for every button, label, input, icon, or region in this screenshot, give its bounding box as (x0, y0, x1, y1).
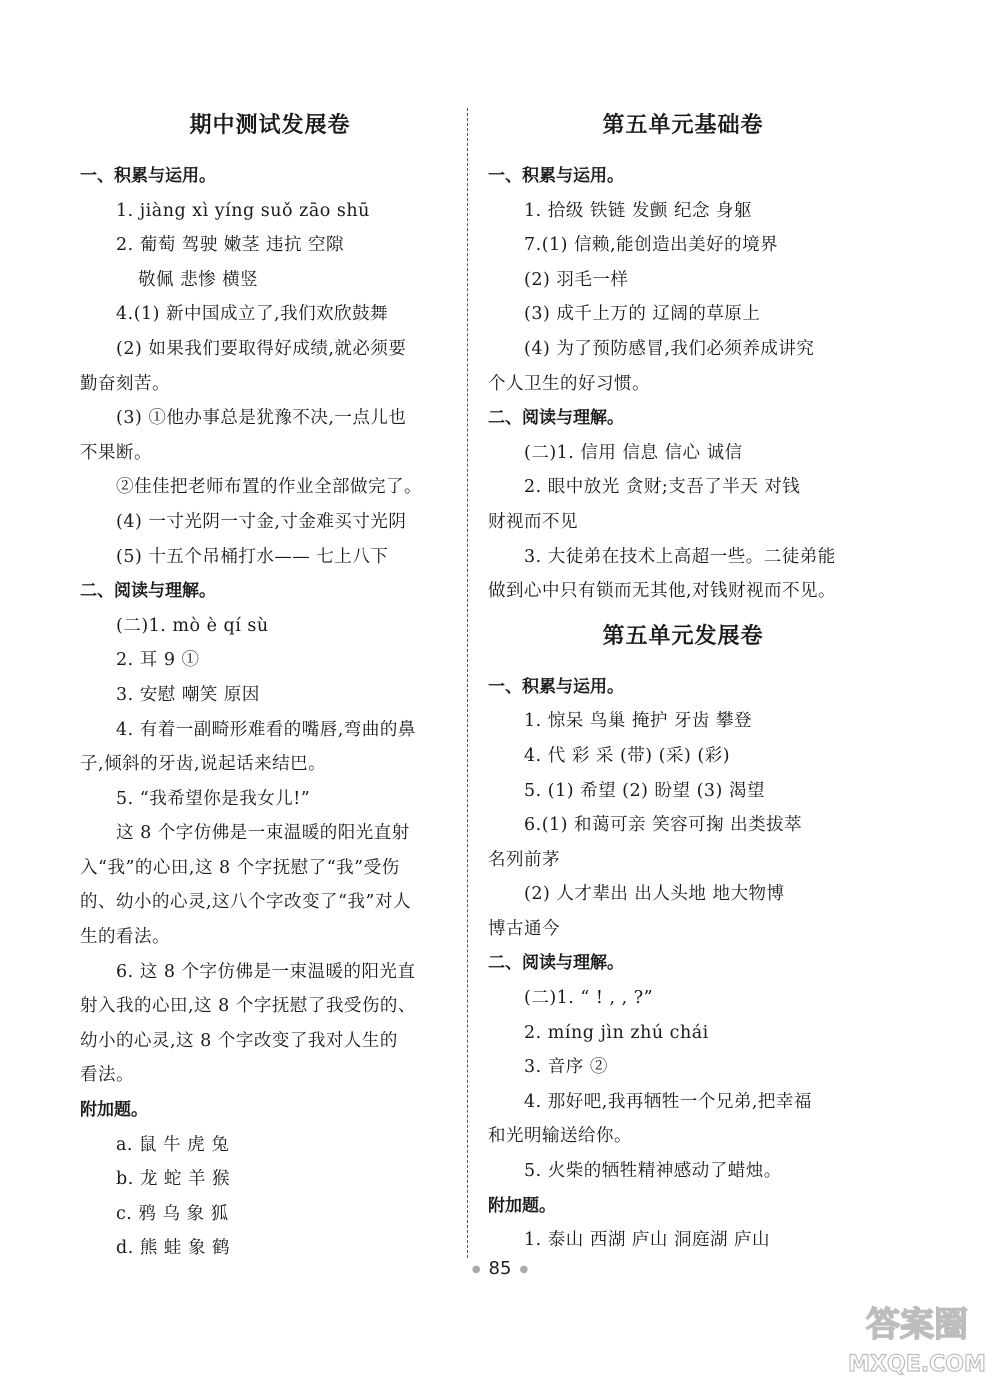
answer-line: 4.(1) 新中国成立了,我们欢欣鼓舞 (116, 304, 389, 325)
answer-line: 4. 有着一副畸形难看的嘴唇,弯曲的鼻 (116, 719, 416, 740)
heading-accumulation: 一、积累与运用。 (488, 676, 624, 697)
answer-line: 2. 葡萄 驾驶 嫩茎 违抗 空隙 (116, 235, 345, 256)
answer-line: (二)1. mò è qí sù (116, 615, 269, 636)
answer-line: (二)1. “ ! , , ?” (524, 988, 654, 1009)
watermark-url: MXQE.COM (848, 1352, 986, 1377)
answer-line: 这 8 个字仿佛是一束温暖的阳光直射 (116, 823, 410, 844)
answer-line: 3. 音序 ② (524, 1057, 608, 1078)
heading-reading: 二、阅读与理解。 (80, 581, 216, 602)
answer-line: 生的看法。 (80, 927, 170, 948)
answer-line: 2. 眼中放光 贪财;支吾了半天 对钱 (524, 477, 801, 498)
answer-line: d. 熊 蛙 象 鹤 (116, 1238, 231, 1259)
heading-accumulation: 一、积累与运用。 (80, 166, 216, 186)
answer-line: (2) 羽毛一样 (524, 269, 629, 290)
answer-line: 看法。 (80, 1065, 134, 1086)
heading-bonus: 附加题。 (80, 1100, 148, 1121)
heading-bonus: 附加题。 (488, 1195, 556, 1216)
right-column (488, 108, 878, 1258)
answer-line: 博古通今 (488, 918, 560, 939)
answer-line: a. 鼠 牛 虎 兔 (116, 1134, 230, 1155)
answer-line: 6.(1) 和蔼可亲 笑容可掬 出类拔萃 (524, 815, 803, 836)
answer-line: 射入我的心田,这 8 个字抚慰了我受伤的、 (80, 996, 416, 1017)
answer-line: 个人卫生的好习惯。 (488, 373, 650, 394)
answer-line: (4) 为了预防感冒,我们必须养成讲究 (524, 338, 815, 359)
answer-line: 4. 那好吧,我再牺牲一个兄弟,把幸福 (524, 1091, 812, 1112)
answer-line: 1. jiàng xì yíng suǒ zāo shū (116, 200, 370, 221)
answer-line: 做到心中只有锁而无其他,对钱财视而不见。 (488, 581, 837, 602)
answer-line: 财视而不见 (488, 511, 578, 532)
heading-reading: 二、阅读与理解。 (488, 408, 624, 429)
answer-line: (2) 人才辈出 出人头地 地大物博 (524, 884, 785, 905)
section-title-unit5-development: 第五单元发展卷 (602, 623, 764, 649)
left-column (80, 108, 460, 1266)
answer-line: 不果断。 (80, 442, 152, 463)
answer-line: (3) ①他办事总是犹豫不决,一点儿也 (116, 408, 407, 429)
answer-line: c. 鸦 乌 象 狐 (116, 1203, 229, 1224)
answer-line: 敬佩 悲惨 横竖 (138, 269, 259, 290)
dot-icon: ● (519, 1263, 529, 1275)
answer-line: 勤奋刻苦。 (80, 373, 170, 394)
section-title-midterm: 期中测试发展卷 (189, 113, 351, 138)
watermark-text: 答案圈 (866, 1305, 968, 1345)
watermark-logo (842, 1291, 992, 1381)
heading-reading: 二、阅读与理解。 (488, 953, 624, 974)
answer-line: 1. 惊呆 鸟巢 掩护 牙齿 攀登 (524, 711, 753, 732)
answer-line: (2) 如果我们要取得好成绩,就必须要 (116, 338, 407, 359)
answer-line: (4) 一寸光阴一寸金,寸金难买寸光阴 (116, 511, 407, 532)
answer-line: 和光明输送给你。 (488, 1126, 632, 1147)
section-title-unit5-basic: 第五单元基础卷 (602, 113, 764, 138)
answer-line: 6. 这 8 个字仿佛是一束温暖的阳光直 (116, 961, 416, 982)
answer-line: b. 龙 蛇 羊 猴 (116, 1169, 231, 1190)
answer-line: 2. míng jìn zhú chái (524, 1022, 709, 1043)
answer-line: 的、幼小的心灵,这八个字改变了“我”对人 (80, 892, 411, 913)
heading-accumulation: 一、积累与运用。 (488, 166, 624, 186)
answer-line: (二)1. 信用 信息 信心 诚信 (524, 442, 743, 463)
answer-line: 3. 安慰 嘲笑 原因 (116, 684, 260, 705)
column-divider (467, 108, 468, 1258)
answer-line: (3) 成千上万的 辽阔的草原上 (524, 304, 761, 325)
answer-line: 1. 泰山 西湖 庐山 洞庭湖 庐山 (524, 1230, 771, 1251)
answer-line: (5) 十五个吊桶打水—— 七上八下 (116, 546, 389, 567)
answer-line: 5. “我希望你是我女儿!” (116, 788, 311, 809)
dot-icon: ● (471, 1263, 481, 1275)
answer-line: 入“我”的心田,这 8 个字抚慰了“我”受伤 (80, 857, 400, 878)
answer-line: ②佳佳把老师布置的作业全部做完了。 (116, 477, 422, 498)
answer-line: 名列前茅 (488, 849, 560, 870)
answer-line: 2. 耳 9 ① (116, 650, 200, 671)
page-number: ● 85 ● (471, 1258, 529, 1279)
answer-line: 1. 拾级 铁链 发颤 纪念 身躯 (524, 200, 753, 221)
answer-line: 4. 代 彩 采 (带) (采) (彩) (524, 745, 731, 766)
answer-line: 5. (1) 希望 (2) 盼望 (3) 渴望 (524, 780, 765, 801)
answer-line: 子,倾斜的牙齿,说起话来结巴。 (80, 754, 327, 775)
answer-line: 3. 大徒弟在技术上高超一些。二徒弟能 (524, 546, 836, 567)
answer-line: 7.(1) 信赖,能创造出美好的境界 (524, 235, 779, 256)
answer-line: 幼小的心灵,这 8 个字改变了我对人生的 (80, 1030, 398, 1051)
answer-line: 5. 火柴的牺牲精神感动了蜡烛。 (524, 1161, 782, 1182)
